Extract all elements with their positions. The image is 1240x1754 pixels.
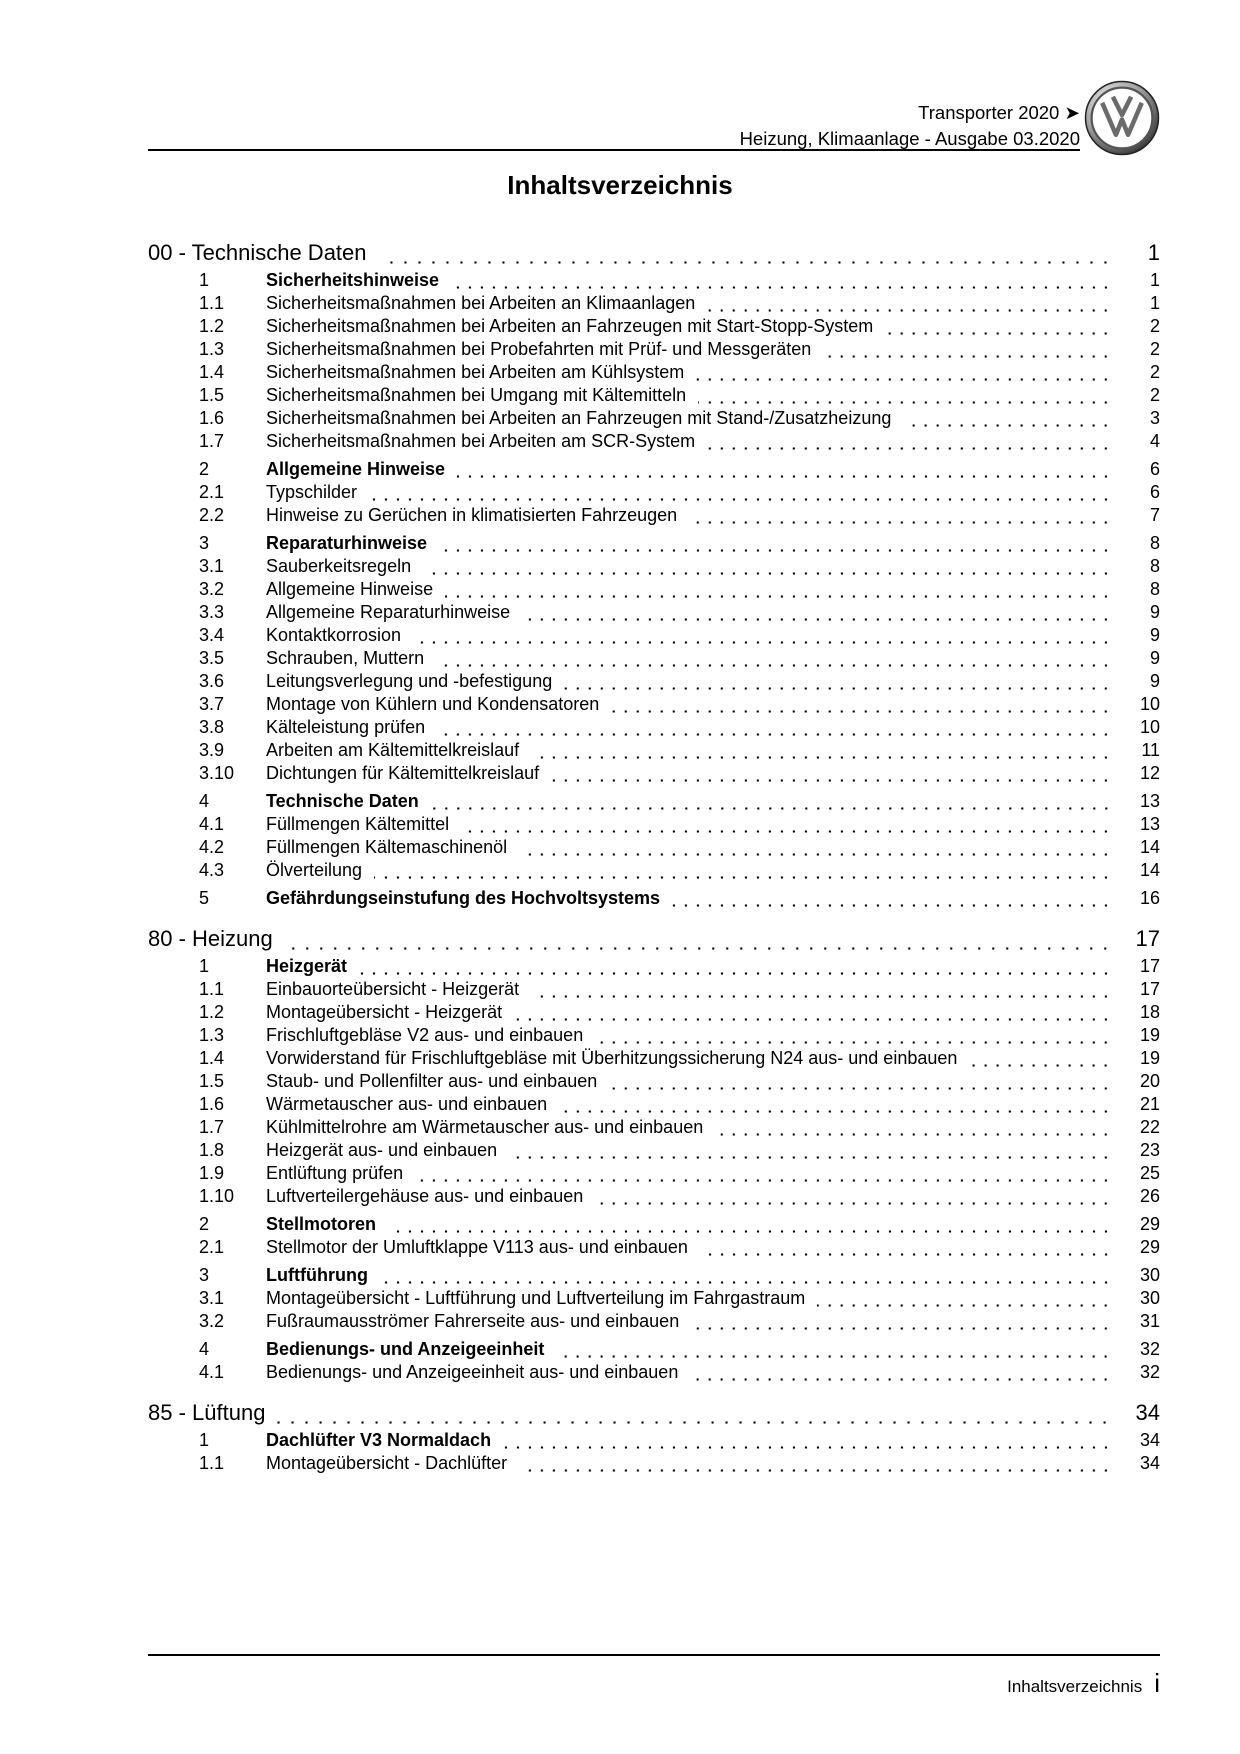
toc-entry-title: 85 - Lüftung (148, 1400, 266, 1425)
toc-entry-page: 29 (1139, 1237, 1160, 1257)
toc-entry-sub[interactable] (148, 763, 1160, 787)
toc-entry-sub[interactable] (148, 671, 1160, 695)
toc-entry-number: 3.8 (199, 717, 225, 737)
toc-entry-title: Arbeiten am Kältemittelkreislauf (266, 740, 520, 760)
toc-entry-number: 4 (199, 1339, 210, 1359)
toc-entry-number: 1.8 (199, 1140, 225, 1160)
dot-leader (556, 1355, 1112, 1358)
dot-leader (457, 475, 1112, 478)
toc-entry-chapter[interactable] (148, 1400, 1160, 1430)
dot-leader (885, 332, 1112, 335)
toc-entry-number: 1 (199, 1430, 210, 1450)
toc-entry-number: 5 (199, 888, 210, 908)
dot-leader (559, 1110, 1112, 1113)
toc-entry-page: 6 (1149, 459, 1160, 479)
toc-entry-number: 1.10 (199, 1186, 235, 1206)
dot-leader (369, 498, 1112, 501)
toc-entry-sub[interactable] (148, 602, 1160, 626)
toc-entry-title: Schrauben, Muttern (266, 648, 425, 668)
toc-entry-page: 34 (1139, 1430, 1160, 1450)
dot-leader (359, 972, 1112, 975)
toc-entry-sub[interactable] (148, 408, 1160, 432)
toc-entry-title: Sicherheitsmaßnahmen bei Arbeiten an Fahrzeugen mit Start-Stopp-System (266, 316, 874, 336)
toc-entry-number: 3.1 (199, 556, 225, 576)
toc-entry-page: 34 (1135, 1400, 1160, 1425)
dot-leader (519, 1469, 1112, 1472)
dot-leader (903, 424, 1112, 427)
toc-entry-page: 14 (1139, 837, 1160, 857)
dot-leader (503, 1446, 1112, 1449)
toc-entry-number: 3.3 (199, 602, 225, 622)
toc-entry-page: 2 (1149, 339, 1160, 359)
toc-entry-section[interactable] (148, 459, 1160, 483)
toc-entry-page: 17 (1135, 926, 1160, 951)
toc-entry-page: 8 (1149, 579, 1160, 599)
toc-entry-page: 2 (1149, 362, 1160, 382)
page-footer (1007, 1668, 1160, 1699)
toc-entry-number: 1.6 (199, 408, 225, 428)
dot-leader (531, 756, 1112, 759)
toc-entry-chapter[interactable] (148, 926, 1160, 956)
toc-entry-number: 1.9 (199, 1163, 225, 1183)
toc-entry-sub[interactable] (148, 1071, 1160, 1095)
dot-leader (595, 1202, 1112, 1205)
toc-entry-title: Leitungsverlegung und -befestigung (266, 671, 553, 691)
toc-entry-title: Allgemeine Hinweise (266, 579, 434, 599)
toc-entry-page: 25 (1139, 1163, 1160, 1183)
toc-entry-title: Typschilder (266, 482, 358, 502)
toc-entry-title: Technische Daten (266, 791, 419, 811)
toc-entry-title: Staub- und Pollenfilter aus- und einbauen (266, 1071, 598, 1091)
toc-entry-number: 3.2 (199, 1311, 225, 1331)
toc-entry-page: 17 (1139, 956, 1160, 976)
toc-entry-title: Entlüftung prüfen (266, 1163, 404, 1183)
toc-entry-number: 3 (199, 1265, 210, 1285)
toc-entry-number: 4.2 (199, 837, 225, 857)
toc-entry-title: Sicherheitsmaßnahmen bei Umgang mit Kältemitteln (266, 385, 687, 405)
toc-entry-section[interactable] (148, 888, 1160, 912)
toc-entry-page: 10 (1139, 694, 1160, 714)
toc-entry-page: 2 (1149, 385, 1160, 405)
toc-entry-title: Allgemeine Reparaturhinweise (266, 602, 511, 622)
dot-leader (564, 687, 1112, 690)
toc-entry-page: 19 (1139, 1048, 1160, 1068)
toc-entry-title: Heizgerät (266, 956, 348, 976)
toc-entry-number: 3.6 (199, 671, 225, 691)
toc-entry-sub[interactable] (148, 814, 1160, 838)
toc-entry-number: 3.9 (199, 740, 225, 760)
toc-entry-number: 1.3 (199, 339, 225, 359)
dot-leader (445, 595, 1112, 598)
toc-entry-title: Füllmengen Kältemaschinenöl (266, 837, 508, 857)
header-rule (148, 149, 1080, 151)
toc-entry-section[interactable] (148, 1265, 1160, 1289)
toc-entry-number: 1.4 (199, 1048, 225, 1068)
toc-entry-title: Sicherheitsmaßnahmen bei Probefahrten mit Prüf- und Messgeräten (266, 339, 812, 359)
toc-entry-title: Sicherheitshinweise (266, 270, 440, 290)
toc-entry-page: 4 (1149, 431, 1160, 451)
dot-leader (715, 1133, 1112, 1136)
toc-entry-title: Montageübersicht - Dachlüfter (266, 1453, 508, 1473)
dot-leader (823, 355, 1112, 358)
toc-entry-page: 1 (1147, 240, 1160, 265)
toc-entry-sub[interactable] (148, 1048, 1160, 1072)
dot-leader (437, 733, 1112, 736)
header-model: Transporter 2020 ➤ (918, 102, 1080, 123)
footer-rule (148, 1654, 1160, 1656)
toc-entry-page: 9 (1149, 602, 1160, 622)
toc-entry-number: 1.1 (199, 293, 225, 313)
toc-entry-page: 29 (1139, 1214, 1160, 1234)
toc-entry-page: 22 (1139, 1117, 1160, 1137)
toc-entry-title: Wärmetauscher aus- und einbauen (266, 1094, 548, 1114)
dot-leader (689, 521, 1112, 524)
toc-entry-page: 32 (1139, 1339, 1160, 1359)
toc-entry-title: 00 - Technische Daten (148, 240, 367, 265)
toc-entry-number: 1.2 (199, 316, 225, 336)
toc-entry-chapter[interactable] (148, 240, 1160, 270)
toc-entry-number: 3.4 (199, 625, 225, 645)
toc-entry-number: 1.5 (199, 385, 225, 405)
dot-leader (379, 261, 1112, 264)
toc-entry-page: 34 (1139, 1453, 1160, 1473)
dot-leader (609, 1087, 1112, 1090)
toc-entry-page: 8 (1149, 533, 1160, 553)
toc-entry-title: Montageübersicht - Luftführung und Luftverteilung im Fahrgastraum (266, 1288, 806, 1308)
footer-label: Inhaltsverzeichnis (1007, 1677, 1143, 1696)
toc-entry-title: Reparaturhinweise (266, 533, 428, 553)
toc-entry-title: Füllmengen Kältemittel (266, 814, 450, 834)
toc-entry-title: 80 - Heizung (148, 926, 273, 951)
toc-entry-sub[interactable] (148, 1140, 1160, 1164)
toc-entry-title: Bedienungs- und Anzeigeeinheit (266, 1339, 545, 1359)
toc-entry-sub[interactable] (148, 1186, 1160, 1210)
toc-entry-page: 18 (1139, 1002, 1160, 1022)
dot-leader (531, 995, 1112, 998)
toc-entry-sub[interactable] (148, 293, 1160, 317)
dot-leader (519, 853, 1112, 856)
toc-entry-section[interactable] (148, 956, 1160, 980)
dot-leader (380, 1281, 1112, 1284)
dot-leader (700, 1253, 1112, 1256)
toc-entry-page: 3 (1149, 408, 1160, 428)
toc-entry-sub[interactable] (148, 740, 1160, 764)
dot-leader (696, 378, 1112, 381)
toc-entry-title: Sicherheitsmaßnahmen bei Arbeiten an Klimaanlagen (266, 293, 696, 313)
toc-entry-section[interactable] (148, 1339, 1160, 1363)
toc-entry-title: Luftverteilergehäuse aus- und einbauen (266, 1186, 584, 1206)
toc-entry-page: 2 (1149, 316, 1160, 336)
toc-entry-sub[interactable] (148, 579, 1160, 603)
toc-entry-number: 1.3 (199, 1025, 225, 1045)
toc-entry-number: 1.2 (199, 1002, 225, 1022)
toc-entry-title: Stellmotoren (266, 1214, 377, 1234)
toc-entry-page: 20 (1139, 1071, 1160, 1091)
toc-entry-page: 9 (1149, 625, 1160, 645)
dot-leader (461, 830, 1112, 833)
toc-entry-title: Dichtungen für Kältemittelkreislauf (266, 763, 540, 783)
toc-entry-title: Kühlmittelrohre am Wärmetauscher aus- und einbauen (266, 1117, 704, 1137)
toc-entry-sub[interactable] (148, 362, 1160, 386)
toc-entry-title: Montage von Kühlern und Kondensatoren (266, 694, 600, 714)
toc-entry-title: Sicherheitsmaßnahmen bei Arbeiten an Fahrzeugen mit Stand-/Zusatzheizung (266, 408, 892, 428)
toc-entry-sub[interactable] (148, 1163, 1160, 1187)
toc-entry-sub[interactable] (148, 625, 1160, 649)
toc-entry-page: 7 (1149, 505, 1160, 525)
dot-leader (423, 572, 1112, 575)
toc-entry-number: 3.1 (199, 1288, 225, 1308)
dot-leader (431, 807, 1112, 810)
toc-entry-title: Stellmotor der Umluftklappe V113 aus- und einbauen (266, 1237, 688, 1257)
toc-entry-page: 1 (1149, 293, 1160, 313)
dot-leader (969, 1064, 1112, 1067)
toc-entry-title: Bedienungs- und Anzeigeeinheit aus- und einbauen (266, 1362, 679, 1382)
dot-leader (691, 1327, 1112, 1330)
toc-entry-section[interactable] (148, 533, 1160, 557)
toc-entry-sub[interactable] (148, 1094, 1160, 1118)
toc-entry-number: 1 (199, 956, 210, 976)
toc-entry-number: 4 (199, 791, 210, 811)
dot-leader (388, 1230, 1112, 1233)
toc-entry-page: 1 (1149, 270, 1160, 290)
toc-entry-title: Einbauorteübersicht - Heizgerät (266, 979, 520, 999)
toc-entry-section[interactable] (148, 270, 1160, 294)
header-text (740, 100, 1080, 152)
toc-entry-sub[interactable] (148, 1117, 1160, 1141)
toc-entry-number: 1.1 (199, 979, 225, 999)
toc-entry-page: 16 (1139, 888, 1160, 908)
toc-entry-page: 30 (1139, 1265, 1160, 1285)
toc-entry-section[interactable] (148, 1214, 1160, 1238)
toc-entry-sub[interactable] (148, 979, 1160, 1003)
toc-entry-title: Vorwiderstand für Frischluftgebläse mit Überhitzungssicherung N24 aus- und einbauen (266, 1048, 958, 1068)
toc-entry-title: Gefährdungseinstufung des Hochvoltsystems (266, 888, 661, 908)
toc-entry-number: 1.5 (199, 1071, 225, 1091)
toc-entry-sub[interactable] (148, 694, 1160, 718)
dot-leader (285, 947, 1112, 950)
dot-leader (415, 1179, 1112, 1182)
toc-entry-sub[interactable] (148, 505, 1160, 529)
toc-entry-sub[interactable] (148, 837, 1160, 861)
toc-entry-title: Kälteleistung prüfen (266, 717, 426, 737)
toc-entry-sub[interactable] (148, 1288, 1160, 1312)
dot-leader (707, 447, 1112, 450)
toc-entry-sub[interactable] (148, 482, 1160, 506)
footer-page-number: i (1154, 1668, 1160, 1698)
dot-leader (413, 641, 1112, 644)
toc-entry-sub[interactable] (148, 431, 1160, 455)
page-header (148, 96, 1080, 152)
toc-entry-title: Allgemeine Hinweise (266, 459, 446, 479)
toc-entry-sub[interactable] (148, 717, 1160, 741)
toc-entry-page: 12 (1139, 763, 1160, 783)
toc-entry-sub[interactable] (148, 1453, 1160, 1477)
dot-leader (707, 309, 1112, 312)
toc-entry-page: 11 (1141, 740, 1160, 760)
dot-leader (277, 1421, 1112, 1424)
toc-entry-sub[interactable] (148, 1002, 1160, 1026)
dot-leader (451, 286, 1112, 289)
toc-entry-page: 14 (1139, 860, 1160, 880)
dot-leader (672, 904, 1112, 907)
toc-entry-title: Sicherheitsmaßnahmen bei Arbeiten am SCR-System (266, 431, 696, 451)
dot-leader (514, 1018, 1112, 1021)
toc-entry-sub[interactable] (148, 1025, 1160, 1049)
toc-entry-page: 9 (1149, 671, 1160, 691)
toc-entry-page: 17 (1139, 979, 1160, 999)
toc-entry-number: 3.7 (199, 694, 225, 714)
toc-entry-title: Heizgerät aus- und einbauen (266, 1140, 498, 1160)
toc-entry-title: Sauberkeitsregeln (266, 556, 412, 576)
toc-entry-number: 1 (199, 270, 210, 290)
toc-entry-number: 1.4 (199, 362, 225, 382)
toc-entry-sub[interactable] (148, 860, 1160, 884)
toc-entry-page: 19 (1139, 1025, 1160, 1045)
header-edition: Heizung, Klimaanlage - Ausgabe 03.2020 (739, 128, 1080, 149)
dot-leader (436, 664, 1112, 667)
toc-entry-page: 13 (1139, 814, 1160, 834)
toc-entry-page: 30 (1139, 1288, 1160, 1308)
toc-entry-sub[interactable] (148, 385, 1160, 409)
toc-entry-page: 26 (1139, 1186, 1160, 1206)
dot-leader (374, 876, 1112, 879)
toc-entry-sub[interactable] (148, 339, 1160, 363)
dot-leader (817, 1304, 1112, 1307)
toc-entry-title: Sicherheitsmaßnahmen bei Arbeiten am Kühlsystem (266, 362, 685, 382)
toc-entry-title: Kontaktkorrosion (266, 625, 402, 645)
toc-entry-sub[interactable] (148, 556, 1160, 580)
toc-entry-title: Luftführung (266, 1265, 368, 1285)
toc-entry-title: Ölverteilung (266, 860, 363, 880)
toc-entry-page: 23 (1139, 1140, 1160, 1160)
toc-entry-number: 4.1 (199, 1362, 225, 1382)
dot-leader (509, 1156, 1112, 1159)
toc-entry-page: 8 (1149, 556, 1160, 576)
dot-leader (698, 401, 1112, 404)
toc-entry-number: 1.1 (199, 1453, 225, 1473)
toc-entry-section[interactable] (148, 791, 1160, 815)
toc-entry-page: 6 (1149, 482, 1160, 502)
toc-entry-number: 2 (199, 459, 210, 479)
toc-entry-title: Montageübersicht - Heizgerät (266, 1002, 503, 1022)
toc-entry-number: 1.7 (199, 431, 225, 451)
page-title: Inhaltsverzeichnis (507, 170, 733, 200)
toc-entry-number: 1.7 (199, 1117, 225, 1137)
toc-entry-number: 2.1 (199, 1237, 225, 1257)
toc-entry-page: 13 (1139, 791, 1160, 811)
toc-entry-sub[interactable] (148, 648, 1160, 672)
toc-entry-number: 4.1 (199, 814, 225, 834)
dot-leader (439, 549, 1112, 552)
toc-entry-number: 4.3 (199, 860, 225, 880)
dot-leader (611, 710, 1112, 713)
toc-entry-sub[interactable] (148, 1237, 1160, 1261)
vw-logo-icon (1084, 80, 1160, 156)
toc-entry-number: 2.2 (199, 505, 225, 525)
dot-leader (595, 1041, 1112, 1044)
toc-entry-title: Fußraumausströmer Fahrerseite aus- und einbauen (266, 1311, 680, 1331)
toc-entry-title: Dachlüfter V3 Normaldach (266, 1430, 492, 1450)
toc-entry-page: 10 (1139, 717, 1160, 737)
toc-entry-number: 3.2 (199, 579, 225, 599)
toc-entry-page: 21 (1139, 1094, 1160, 1114)
toc-entry-number: 3 (199, 533, 210, 553)
toc-entry-number: 3.10 (199, 763, 235, 783)
toc-entry-page: 32 (1139, 1362, 1160, 1382)
toc-entry-sub[interactable] (148, 1362, 1160, 1386)
dot-leader (522, 618, 1112, 621)
toc-entry-title: Frischluftgebläse V2 aus- und einbauen (266, 1025, 584, 1045)
toc-entry-section[interactable] (148, 1430, 1160, 1454)
toc-entry-page: 9 (1149, 648, 1160, 668)
toc-entry-sub[interactable] (148, 1311, 1160, 1335)
toc-entry-number: 1.6 (199, 1094, 225, 1114)
toc-entry-number: 3.5 (199, 648, 225, 668)
toc-entry-page: 31 (1139, 1311, 1160, 1331)
toc-entry-number: 2 (199, 1214, 210, 1234)
toc-entry-number: 2.1 (199, 482, 225, 502)
toc-entry-title: Hinweise zu Gerüchen in klimatisierten Fahrzeugen (266, 505, 678, 525)
dot-leader (690, 1378, 1112, 1381)
dot-leader (551, 779, 1112, 782)
toc-entry-sub[interactable] (148, 316, 1160, 340)
